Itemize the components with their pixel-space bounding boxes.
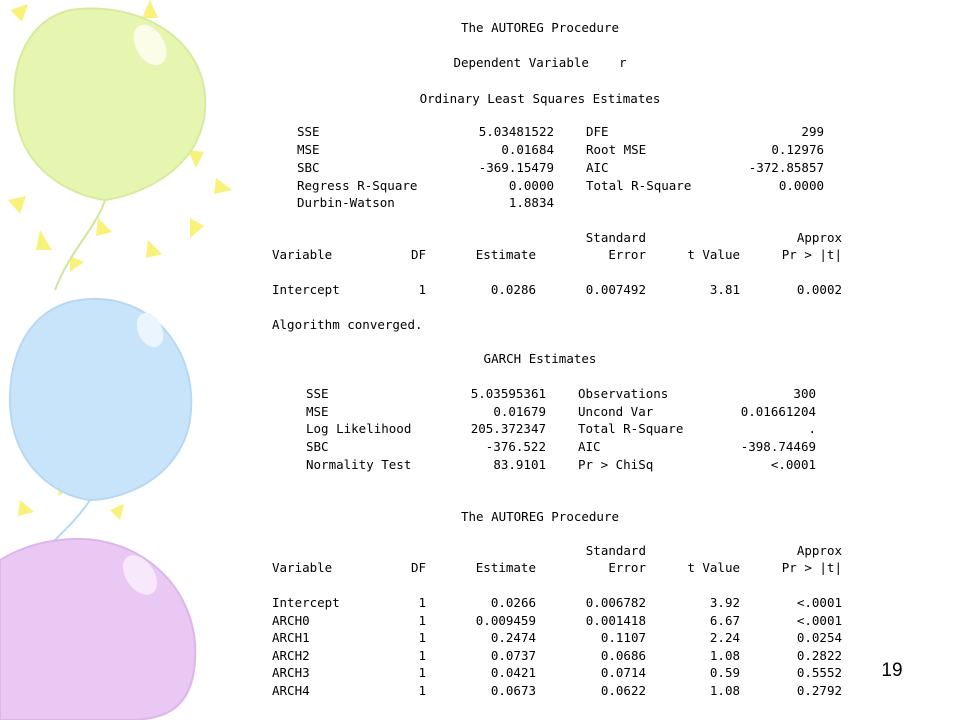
- ols-stat-value: 299: [801, 124, 824, 139]
- table-cell: 0.0737: [490, 648, 536, 663]
- garch-stat-label: SBC: [306, 439, 329, 454]
- garch-title: GARCH Estimates: [483, 351, 597, 366]
- table-cell: Intercept: [272, 595, 340, 610]
- garch-stat-label: Observations: [578, 386, 669, 401]
- table-cell: 3.92: [709, 595, 740, 610]
- table-cell: 0.0714: [600, 665, 646, 680]
- procedure-title: The AUTOREG Procedure: [460, 20, 620, 35]
- garch-stat-label: Uncond Var: [578, 404, 654, 419]
- table-cell: 0.59: [709, 665, 740, 680]
- garch-stat-value: -376.522: [485, 439, 546, 454]
- table-cell: 1.08: [709, 683, 740, 698]
- table-cell: 1: [418, 630, 426, 645]
- page-number: 19: [881, 660, 903, 681]
- table-cell: 6.67: [709, 613, 740, 628]
- ols-stat-value: 0.01684: [501, 142, 554, 157]
- ols-stat-value: 1.8834: [508, 195, 554, 210]
- table-cell: 1: [418, 683, 426, 698]
- procedure-title-2: The AUTOREG Procedure: [460, 509, 620, 524]
- table-cell: 1: [418, 282, 426, 297]
- garch-stat-value: 0.01661204: [740, 404, 816, 419]
- column-header: DF: [410, 247, 426, 262]
- ols-stat-value: 5.03481522: [478, 124, 554, 139]
- table-cell: 0.0286: [490, 282, 536, 297]
- ols-stat-label: Root MSE: [586, 142, 647, 157]
- ols-stat-label: SBC: [297, 160, 320, 175]
- garch-stat-value: 205.372347: [470, 421, 546, 436]
- table-cell: 1: [418, 595, 426, 610]
- dependent-variable: Dependent Variable r: [453, 55, 627, 70]
- garch-stat-label: AIC: [578, 439, 601, 454]
- table-cell: 0.2822: [796, 648, 842, 663]
- garch-stat-value: 83.9101: [493, 457, 546, 472]
- column-header: Estimate: [475, 247, 536, 262]
- ols-stat-label: Total R-Square: [586, 178, 692, 193]
- garch-stat-value: 300: [793, 386, 816, 401]
- ols-stat-value: -369.15479: [478, 160, 554, 175]
- table-cell: ARCH1: [272, 630, 310, 645]
- garch-stat-label: Log Likelihood: [306, 421, 412, 436]
- garch-stat-value: .: [808, 421, 816, 436]
- column-header: Standard: [585, 230, 646, 245]
- column-header: Error: [608, 247, 646, 262]
- table-cell: 0.0266: [490, 595, 536, 610]
- table-cell: 0.0673: [490, 683, 536, 698]
- ols-stat-label: Regress R-Square: [297, 178, 418, 193]
- column-header: Standard: [585, 543, 646, 558]
- ols-stat-label: SSE: [297, 124, 320, 139]
- table-cell: 0.2474: [490, 630, 536, 645]
- table-cell: Intercept: [272, 282, 340, 297]
- column-header: Variable: [272, 560, 333, 575]
- ols-stat-label: DFE: [586, 124, 609, 139]
- table-cell: 1: [418, 648, 426, 663]
- table-cell: 0.006782: [585, 595, 646, 610]
- column-header: Variable: [272, 247, 333, 262]
- garch-stat-label: Pr > ChiSq: [578, 457, 654, 472]
- table-cell: <.0001: [796, 613, 842, 628]
- ols-stat-label: MSE: [297, 142, 320, 157]
- table-cell: 0.2792: [796, 683, 842, 698]
- garch-stat-value: <.0001: [770, 457, 816, 472]
- table-cell: ARCH3: [272, 665, 310, 680]
- convergence-message: Algorithm converged.: [272, 317, 423, 332]
- table-cell: 3.81: [709, 282, 740, 297]
- ols-stat-value: 0.0000: [508, 178, 554, 193]
- column-header: Approx: [796, 230, 842, 245]
- table-cell: ARCH0: [272, 613, 310, 628]
- table-cell: 0.001418: [585, 613, 646, 628]
- ols-stat-label: AIC: [586, 160, 609, 175]
- ols-stat-value: 0.12976: [771, 142, 824, 157]
- table-cell: 2.24: [709, 630, 740, 645]
- ols-stat-value: -372.85857: [748, 160, 824, 175]
- garch-stat-label: MSE: [306, 404, 329, 419]
- column-header: Pr > |t|: [781, 560, 842, 575]
- garch-stat-label: SSE: [306, 386, 329, 401]
- ols-title: Ordinary Least Squares Estimates: [419, 91, 661, 106]
- table-cell: ARCH2: [272, 648, 310, 663]
- table-cell: 0.009459: [475, 613, 536, 628]
- ols-stat-value: 0.0000: [778, 178, 824, 193]
- table-cell: 0.0421: [490, 665, 536, 680]
- table-cell: ARCH4: [272, 683, 310, 698]
- table-cell: 0.5552: [796, 665, 842, 680]
- garch-stat-value: 5.03595361: [470, 386, 546, 401]
- table-cell: 0.1107: [600, 630, 646, 645]
- column-header: Approx: [796, 543, 842, 558]
- column-header: DF: [410, 560, 426, 575]
- column-header: Estimate: [475, 560, 536, 575]
- table-cell: 1: [418, 665, 426, 680]
- table-cell: 1: [418, 613, 426, 628]
- garch-stat-value: -398.74469: [740, 439, 816, 454]
- table-cell: 0.0686: [600, 648, 646, 663]
- table-cell: 0.0622: [600, 683, 646, 698]
- column-header: t Value: [687, 247, 740, 262]
- ols-stat-label: Durbin-Watson: [297, 195, 395, 210]
- table-cell: 0.0254: [796, 630, 842, 645]
- table-cell: 0.0002: [796, 282, 842, 297]
- garch-stat-value: 0.01679: [493, 404, 546, 419]
- column-header: Pr > |t|: [781, 247, 842, 262]
- garch-stat-label: Normality Test: [306, 457, 412, 472]
- column-header: Error: [608, 560, 646, 575]
- column-header: t Value: [687, 560, 740, 575]
- garch-stat-label: Total R-Square: [578, 421, 684, 436]
- table-cell: <.0001: [796, 595, 842, 610]
- table-cell: 1.08: [709, 648, 740, 663]
- table-cell: 0.007492: [585, 282, 646, 297]
